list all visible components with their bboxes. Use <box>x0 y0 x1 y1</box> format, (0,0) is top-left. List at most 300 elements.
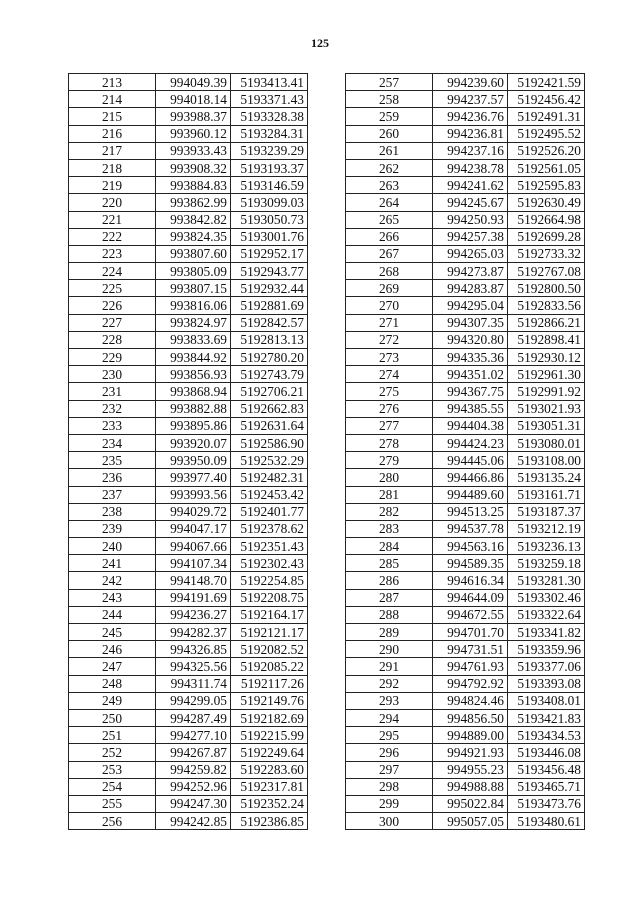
x-coordinate-cell: 993844.92 <box>156 349 231 366</box>
y-coordinate-cell: 5192767.08 <box>508 263 585 280</box>
point-number-cell: 264 <box>346 194 433 211</box>
x-coordinate-cell: 994236.76 <box>433 108 508 125</box>
point-number-cell: 240 <box>69 538 156 555</box>
point-number-cell: 232 <box>69 400 156 417</box>
x-coordinate-cell: 994107.34 <box>156 555 231 572</box>
table-row <box>346 658 585 675</box>
table-row <box>69 503 308 520</box>
point-number-cell: 281 <box>346 486 433 503</box>
point-number-cell: 213 <box>69 74 156 91</box>
y-coordinate-cell: 5192631.64 <box>231 417 308 434</box>
x-coordinate-cell: 993993.56 <box>156 486 231 503</box>
point-number-cell: 239 <box>69 520 156 537</box>
y-coordinate-cell: 5193051.31 <box>508 417 585 434</box>
x-coordinate-cell: 993816.06 <box>156 297 231 314</box>
table-row <box>346 297 585 314</box>
table-row <box>346 177 585 194</box>
point-number-cell: 267 <box>346 245 433 262</box>
x-coordinate-cell: 993908.32 <box>156 159 231 176</box>
table-row <box>69 349 308 366</box>
y-coordinate-cell: 5193322.64 <box>508 606 585 623</box>
point-number-cell: 279 <box>346 452 433 469</box>
y-coordinate-cell: 5192866.21 <box>508 314 585 331</box>
table-row <box>69 555 308 572</box>
table-row <box>346 452 585 469</box>
table-row <box>69 658 308 675</box>
y-coordinate-cell: 5192532.29 <box>231 452 308 469</box>
point-number-cell: 254 <box>69 778 156 795</box>
y-coordinate-cell: 5192215.99 <box>231 727 308 744</box>
x-coordinate-cell: 994988.88 <box>433 778 508 795</box>
table-row <box>346 778 585 795</box>
y-coordinate-cell: 5192595.83 <box>508 177 585 194</box>
point-number-cell: 227 <box>69 314 156 331</box>
coordinates-table-right <box>345 73 585 830</box>
x-coordinate-cell: 993842.82 <box>156 211 231 228</box>
y-coordinate-cell: 5192586.90 <box>231 434 308 451</box>
x-coordinate-cell: 993895.86 <box>156 417 231 434</box>
x-coordinate-cell: 994616.34 <box>433 572 508 589</box>
point-number-cell: 263 <box>346 177 433 194</box>
y-coordinate-cell: 5193284.31 <box>231 125 308 142</box>
table-row <box>69 383 308 400</box>
table-row <box>346 813 585 830</box>
point-number-cell: 234 <box>69 434 156 451</box>
x-coordinate-cell: 994245.67 <box>433 194 508 211</box>
table-row <box>69 469 308 486</box>
point-number-cell: 289 <box>346 624 433 641</box>
table-row <box>346 727 585 744</box>
y-coordinate-cell: 5193359.96 <box>508 641 585 658</box>
table-row <box>346 417 585 434</box>
x-coordinate-cell: 994489.60 <box>433 486 508 503</box>
table-row <box>69 314 308 331</box>
y-coordinate-cell: 5192952.17 <box>231 245 308 262</box>
table-row <box>346 366 585 383</box>
x-coordinate-cell: 994250.93 <box>433 211 508 228</box>
x-coordinate-cell: 994236.81 <box>433 125 508 142</box>
x-coordinate-cell: 994299.05 <box>156 692 231 709</box>
x-coordinate-cell: 994283.87 <box>433 280 508 297</box>
table-row <box>346 331 585 348</box>
y-coordinate-cell: 5192421.59 <box>508 74 585 91</box>
table-row <box>69 417 308 434</box>
table-row <box>346 589 585 606</box>
point-number-cell: 219 <box>69 177 156 194</box>
y-coordinate-cell: 5193408.01 <box>508 692 585 709</box>
x-coordinate-cell: 993884.83 <box>156 177 231 194</box>
y-coordinate-cell: 5192898.41 <box>508 331 585 348</box>
point-number-cell: 216 <box>69 125 156 142</box>
table-row <box>69 211 308 228</box>
point-number-cell: 278 <box>346 434 433 451</box>
point-number-cell: 277 <box>346 417 433 434</box>
x-coordinate-cell: 994792.92 <box>433 675 508 692</box>
x-coordinate-cell: 993920.07 <box>156 434 231 451</box>
y-coordinate-cell: 5193281.30 <box>508 572 585 589</box>
table-row <box>69 400 308 417</box>
y-coordinate-cell: 5193393.08 <box>508 675 585 692</box>
x-coordinate-cell: 994241.62 <box>433 177 508 194</box>
y-coordinate-cell: 5192833.56 <box>508 297 585 314</box>
table-row <box>346 400 585 417</box>
x-coordinate-cell: 994824.46 <box>433 692 508 709</box>
y-coordinate-cell: 5193187.37 <box>508 503 585 520</box>
x-coordinate-cell: 994242.85 <box>156 813 231 830</box>
x-coordinate-cell: 994148.70 <box>156 572 231 589</box>
y-coordinate-cell: 5193465.71 <box>508 778 585 795</box>
table-row <box>69 778 308 795</box>
x-coordinate-cell: 993824.97 <box>156 314 231 331</box>
point-number-cell: 274 <box>346 366 433 383</box>
point-number-cell: 283 <box>346 520 433 537</box>
y-coordinate-cell: 5192526.20 <box>508 142 585 159</box>
x-coordinate-cell: 994320.80 <box>433 331 508 348</box>
table-row <box>69 159 308 176</box>
table-row <box>346 572 585 589</box>
x-coordinate-cell: 994563.16 <box>433 538 508 555</box>
y-coordinate-cell: 5193161.71 <box>508 486 585 503</box>
y-coordinate-cell: 5192164.17 <box>231 606 308 623</box>
point-number-cell: 285 <box>346 555 433 572</box>
point-number-cell: 229 <box>69 349 156 366</box>
x-coordinate-cell: 994311.74 <box>156 675 231 692</box>
point-number-cell: 284 <box>346 538 433 555</box>
point-number-cell: 214 <box>69 91 156 108</box>
y-coordinate-cell: 5192961.30 <box>508 366 585 383</box>
point-number-cell: 225 <box>69 280 156 297</box>
point-number-cell: 294 <box>346 709 433 726</box>
table-row <box>69 280 308 297</box>
table-row <box>346 486 585 503</box>
table-row <box>346 74 585 91</box>
y-coordinate-cell: 5192706.21 <box>231 383 308 400</box>
y-coordinate-cell: 5193377.06 <box>508 658 585 675</box>
point-number-cell: 266 <box>346 228 433 245</box>
y-coordinate-cell: 5192495.52 <box>508 125 585 142</box>
table-row <box>346 675 585 692</box>
table-row <box>69 245 308 262</box>
x-coordinate-cell: 993933.43 <box>156 142 231 159</box>
x-coordinate-cell: 993960.12 <box>156 125 231 142</box>
y-coordinate-cell: 5192117.26 <box>231 675 308 692</box>
y-coordinate-cell: 5193259.18 <box>508 555 585 572</box>
point-number-cell: 253 <box>69 761 156 778</box>
y-coordinate-cell: 5192881.69 <box>231 297 308 314</box>
point-number-cell: 223 <box>69 245 156 262</box>
point-number-cell: 280 <box>346 469 433 486</box>
table-row <box>346 280 585 297</box>
table-row <box>69 641 308 658</box>
table-row <box>346 91 585 108</box>
table-row <box>346 383 585 400</box>
table-row <box>69 194 308 211</box>
y-coordinate-cell: 5193193.37 <box>231 159 308 176</box>
point-number-cell: 296 <box>346 744 433 761</box>
point-number-cell: 255 <box>69 795 156 812</box>
table-row <box>69 589 308 606</box>
table-row <box>346 709 585 726</box>
y-coordinate-cell: 5193080.01 <box>508 434 585 451</box>
y-coordinate-cell: 5192733.32 <box>508 245 585 262</box>
y-coordinate-cell: 5193328.38 <box>231 108 308 125</box>
point-number-cell: 237 <box>69 486 156 503</box>
point-number-cell: 222 <box>69 228 156 245</box>
table-row <box>346 228 585 245</box>
table-row <box>69 142 308 159</box>
x-coordinate-cell: 994257.38 <box>433 228 508 245</box>
x-coordinate-cell: 995022.84 <box>433 795 508 812</box>
point-number-cell: 261 <box>346 142 433 159</box>
table-row <box>69 177 308 194</box>
y-coordinate-cell: 5192842.57 <box>231 314 308 331</box>
y-coordinate-cell: 5192254.85 <box>231 572 308 589</box>
x-coordinate-cell: 994513.25 <box>433 503 508 520</box>
point-number-cell: 259 <box>346 108 433 125</box>
table-row <box>346 795 585 812</box>
table-row <box>346 434 585 451</box>
y-coordinate-cell: 5192302.43 <box>231 555 308 572</box>
y-coordinate-cell: 5192664.98 <box>508 211 585 228</box>
table-row <box>69 74 308 91</box>
point-number-cell: 273 <box>346 349 433 366</box>
x-coordinate-cell: 994761.93 <box>433 658 508 675</box>
y-coordinate-cell: 5192800.50 <box>508 280 585 297</box>
y-coordinate-cell: 5192085.22 <box>231 658 308 675</box>
point-number-cell: 243 <box>69 589 156 606</box>
x-coordinate-cell: 994367.75 <box>433 383 508 400</box>
point-number-cell: 262 <box>346 159 433 176</box>
y-coordinate-cell: 5193341.82 <box>508 624 585 641</box>
table-row <box>346 761 585 778</box>
y-coordinate-cell: 5192453.42 <box>231 486 308 503</box>
x-coordinate-cell: 994351.02 <box>433 366 508 383</box>
y-coordinate-cell: 5193050.73 <box>231 211 308 228</box>
table-row <box>346 194 585 211</box>
point-number-cell: 250 <box>69 709 156 726</box>
x-coordinate-cell: 993824.35 <box>156 228 231 245</box>
x-coordinate-cell: 994445.06 <box>433 452 508 469</box>
table-row <box>69 761 308 778</box>
x-coordinate-cell: 993988.37 <box>156 108 231 125</box>
point-number-cell: 286 <box>346 572 433 589</box>
y-coordinate-cell: 5192401.77 <box>231 503 308 520</box>
table-row <box>346 469 585 486</box>
y-coordinate-cell: 5192317.81 <box>231 778 308 795</box>
table-row <box>346 211 585 228</box>
y-coordinate-cell: 5193371.43 <box>231 91 308 108</box>
point-number-cell: 215 <box>69 108 156 125</box>
table-row <box>346 108 585 125</box>
table-row <box>69 572 308 589</box>
table-row <box>69 263 308 280</box>
y-coordinate-cell: 5192991.92 <box>508 383 585 400</box>
y-coordinate-cell: 5193421.83 <box>508 709 585 726</box>
table-row <box>346 349 585 366</box>
point-number-cell: 260 <box>346 125 433 142</box>
table-row <box>346 263 585 280</box>
point-number-cell: 268 <box>346 263 433 280</box>
x-coordinate-cell: 994325.56 <box>156 658 231 675</box>
x-coordinate-cell: 994955.23 <box>433 761 508 778</box>
y-coordinate-cell: 5193302.46 <box>508 589 585 606</box>
x-coordinate-cell: 994018.14 <box>156 91 231 108</box>
table-row <box>69 486 308 503</box>
x-coordinate-cell: 994265.03 <box>433 245 508 262</box>
table-row <box>69 125 308 142</box>
y-coordinate-cell: 5192283.60 <box>231 761 308 778</box>
x-coordinate-cell: 993807.15 <box>156 280 231 297</box>
point-number-cell: 220 <box>69 194 156 211</box>
x-coordinate-cell: 994731.51 <box>433 641 508 658</box>
x-coordinate-cell: 994236.27 <box>156 606 231 623</box>
y-coordinate-cell: 5193473.76 <box>508 795 585 812</box>
point-number-cell: 272 <box>346 331 433 348</box>
point-number-cell: 246 <box>69 641 156 658</box>
y-coordinate-cell: 5193001.76 <box>231 228 308 245</box>
page-number: 125 <box>311 36 329 50</box>
y-coordinate-cell: 5193146.59 <box>231 177 308 194</box>
x-coordinate-cell: 994404.38 <box>433 417 508 434</box>
x-coordinate-cell: 994537.78 <box>433 520 508 537</box>
point-number-cell: 297 <box>346 761 433 778</box>
point-number-cell: 235 <box>69 452 156 469</box>
y-coordinate-cell: 5193480.61 <box>508 813 585 830</box>
point-number-cell: 276 <box>346 400 433 417</box>
x-coordinate-cell: 993977.40 <box>156 469 231 486</box>
x-coordinate-cell: 994282.37 <box>156 624 231 641</box>
table-row <box>69 795 308 812</box>
point-number-cell: 298 <box>346 778 433 795</box>
point-number-cell: 244 <box>69 606 156 623</box>
point-number-cell: 290 <box>346 641 433 658</box>
y-coordinate-cell: 5193236.13 <box>508 538 585 555</box>
point-number-cell: 300 <box>346 813 433 830</box>
table-row <box>69 297 308 314</box>
x-coordinate-cell: 993862.99 <box>156 194 231 211</box>
point-number-cell: 257 <box>346 74 433 91</box>
y-coordinate-cell: 5192351.43 <box>231 538 308 555</box>
y-coordinate-cell: 5192930.12 <box>508 349 585 366</box>
y-coordinate-cell: 5192943.77 <box>231 263 308 280</box>
point-number-cell: 291 <box>346 658 433 675</box>
y-coordinate-cell: 5192149.76 <box>231 692 308 709</box>
point-number-cell: 299 <box>346 795 433 812</box>
table-row <box>69 675 308 692</box>
x-coordinate-cell: 994247.30 <box>156 795 231 812</box>
y-coordinate-cell: 5192699.28 <box>508 228 585 245</box>
point-number-cell: 241 <box>69 555 156 572</box>
x-coordinate-cell: 994287.49 <box>156 709 231 726</box>
y-coordinate-cell: 5193456.48 <box>508 761 585 778</box>
table-row <box>69 813 308 830</box>
table-row <box>69 228 308 245</box>
table-row <box>69 331 308 348</box>
point-number-cell: 251 <box>69 727 156 744</box>
point-number-cell: 256 <box>69 813 156 830</box>
y-coordinate-cell: 5193108.00 <box>508 452 585 469</box>
coordinates-table-left <box>68 73 308 830</box>
point-number-cell: 271 <box>346 314 433 331</box>
y-coordinate-cell: 5192813.13 <box>231 331 308 348</box>
point-number-cell: 233 <box>69 417 156 434</box>
y-coordinate-cell: 5192482.31 <box>231 469 308 486</box>
x-coordinate-cell: 993833.69 <box>156 331 231 348</box>
point-number-cell: 230 <box>69 366 156 383</box>
y-coordinate-cell: 5192352.24 <box>231 795 308 812</box>
x-coordinate-cell: 993807.60 <box>156 245 231 262</box>
x-coordinate-cell: 994424.23 <box>433 434 508 451</box>
x-coordinate-cell: 993882.88 <box>156 400 231 417</box>
y-coordinate-cell: 5192662.83 <box>231 400 308 417</box>
table-row <box>69 520 308 537</box>
table-row <box>69 108 308 125</box>
x-coordinate-cell: 994466.86 <box>433 469 508 486</box>
x-coordinate-cell: 994889.00 <box>433 727 508 744</box>
y-coordinate-cell: 5192561.05 <box>508 159 585 176</box>
y-coordinate-cell: 5192121.17 <box>231 624 308 641</box>
table-row <box>69 692 308 709</box>
x-coordinate-cell: 994335.36 <box>433 349 508 366</box>
y-coordinate-cell: 5192491.31 <box>508 108 585 125</box>
point-number-cell: 265 <box>346 211 433 228</box>
x-coordinate-cell: 994921.93 <box>433 744 508 761</box>
x-coordinate-cell: 994029.72 <box>156 503 231 520</box>
x-coordinate-cell: 994295.04 <box>433 297 508 314</box>
point-number-cell: 293 <box>346 692 433 709</box>
table-row <box>69 709 308 726</box>
x-coordinate-cell: 994701.70 <box>433 624 508 641</box>
y-coordinate-cell: 5192780.20 <box>231 349 308 366</box>
point-number-cell: 248 <box>69 675 156 692</box>
table-row <box>346 314 585 331</box>
table-row <box>69 727 308 744</box>
y-coordinate-cell: 5193413.41 <box>231 74 308 91</box>
x-coordinate-cell: 994067.66 <box>156 538 231 555</box>
point-number-cell: 245 <box>69 624 156 641</box>
table-row <box>346 555 585 572</box>
point-number-cell: 252 <box>69 744 156 761</box>
y-coordinate-cell: 5192386.85 <box>231 813 308 830</box>
point-number-cell: 288 <box>346 606 433 623</box>
table-row <box>69 624 308 641</box>
point-number-cell: 247 <box>69 658 156 675</box>
y-coordinate-cell: 5193239.29 <box>231 142 308 159</box>
point-number-cell: 224 <box>69 263 156 280</box>
x-coordinate-cell: 994237.16 <box>433 142 508 159</box>
x-coordinate-cell: 994238.78 <box>433 159 508 176</box>
x-coordinate-cell: 994273.87 <box>433 263 508 280</box>
table-row <box>346 503 585 520</box>
point-number-cell: 292 <box>346 675 433 692</box>
y-coordinate-cell: 5193099.03 <box>231 194 308 211</box>
point-number-cell: 221 <box>69 211 156 228</box>
x-coordinate-cell: 994047.17 <box>156 520 231 537</box>
table-row <box>346 606 585 623</box>
x-coordinate-cell: 994385.55 <box>433 400 508 417</box>
y-coordinate-cell: 5193021.93 <box>508 400 585 417</box>
x-coordinate-cell: 995057.05 <box>433 813 508 830</box>
y-coordinate-cell: 5192208.75 <box>231 589 308 606</box>
table-row <box>346 538 585 555</box>
x-coordinate-cell: 994237.57 <box>433 91 508 108</box>
point-number-cell: 218 <box>69 159 156 176</box>
x-coordinate-cell: 994191.69 <box>156 589 231 606</box>
table-row <box>346 624 585 641</box>
x-coordinate-cell: 994672.55 <box>433 606 508 623</box>
table-row <box>69 91 308 108</box>
point-number-cell: 226 <box>69 297 156 314</box>
